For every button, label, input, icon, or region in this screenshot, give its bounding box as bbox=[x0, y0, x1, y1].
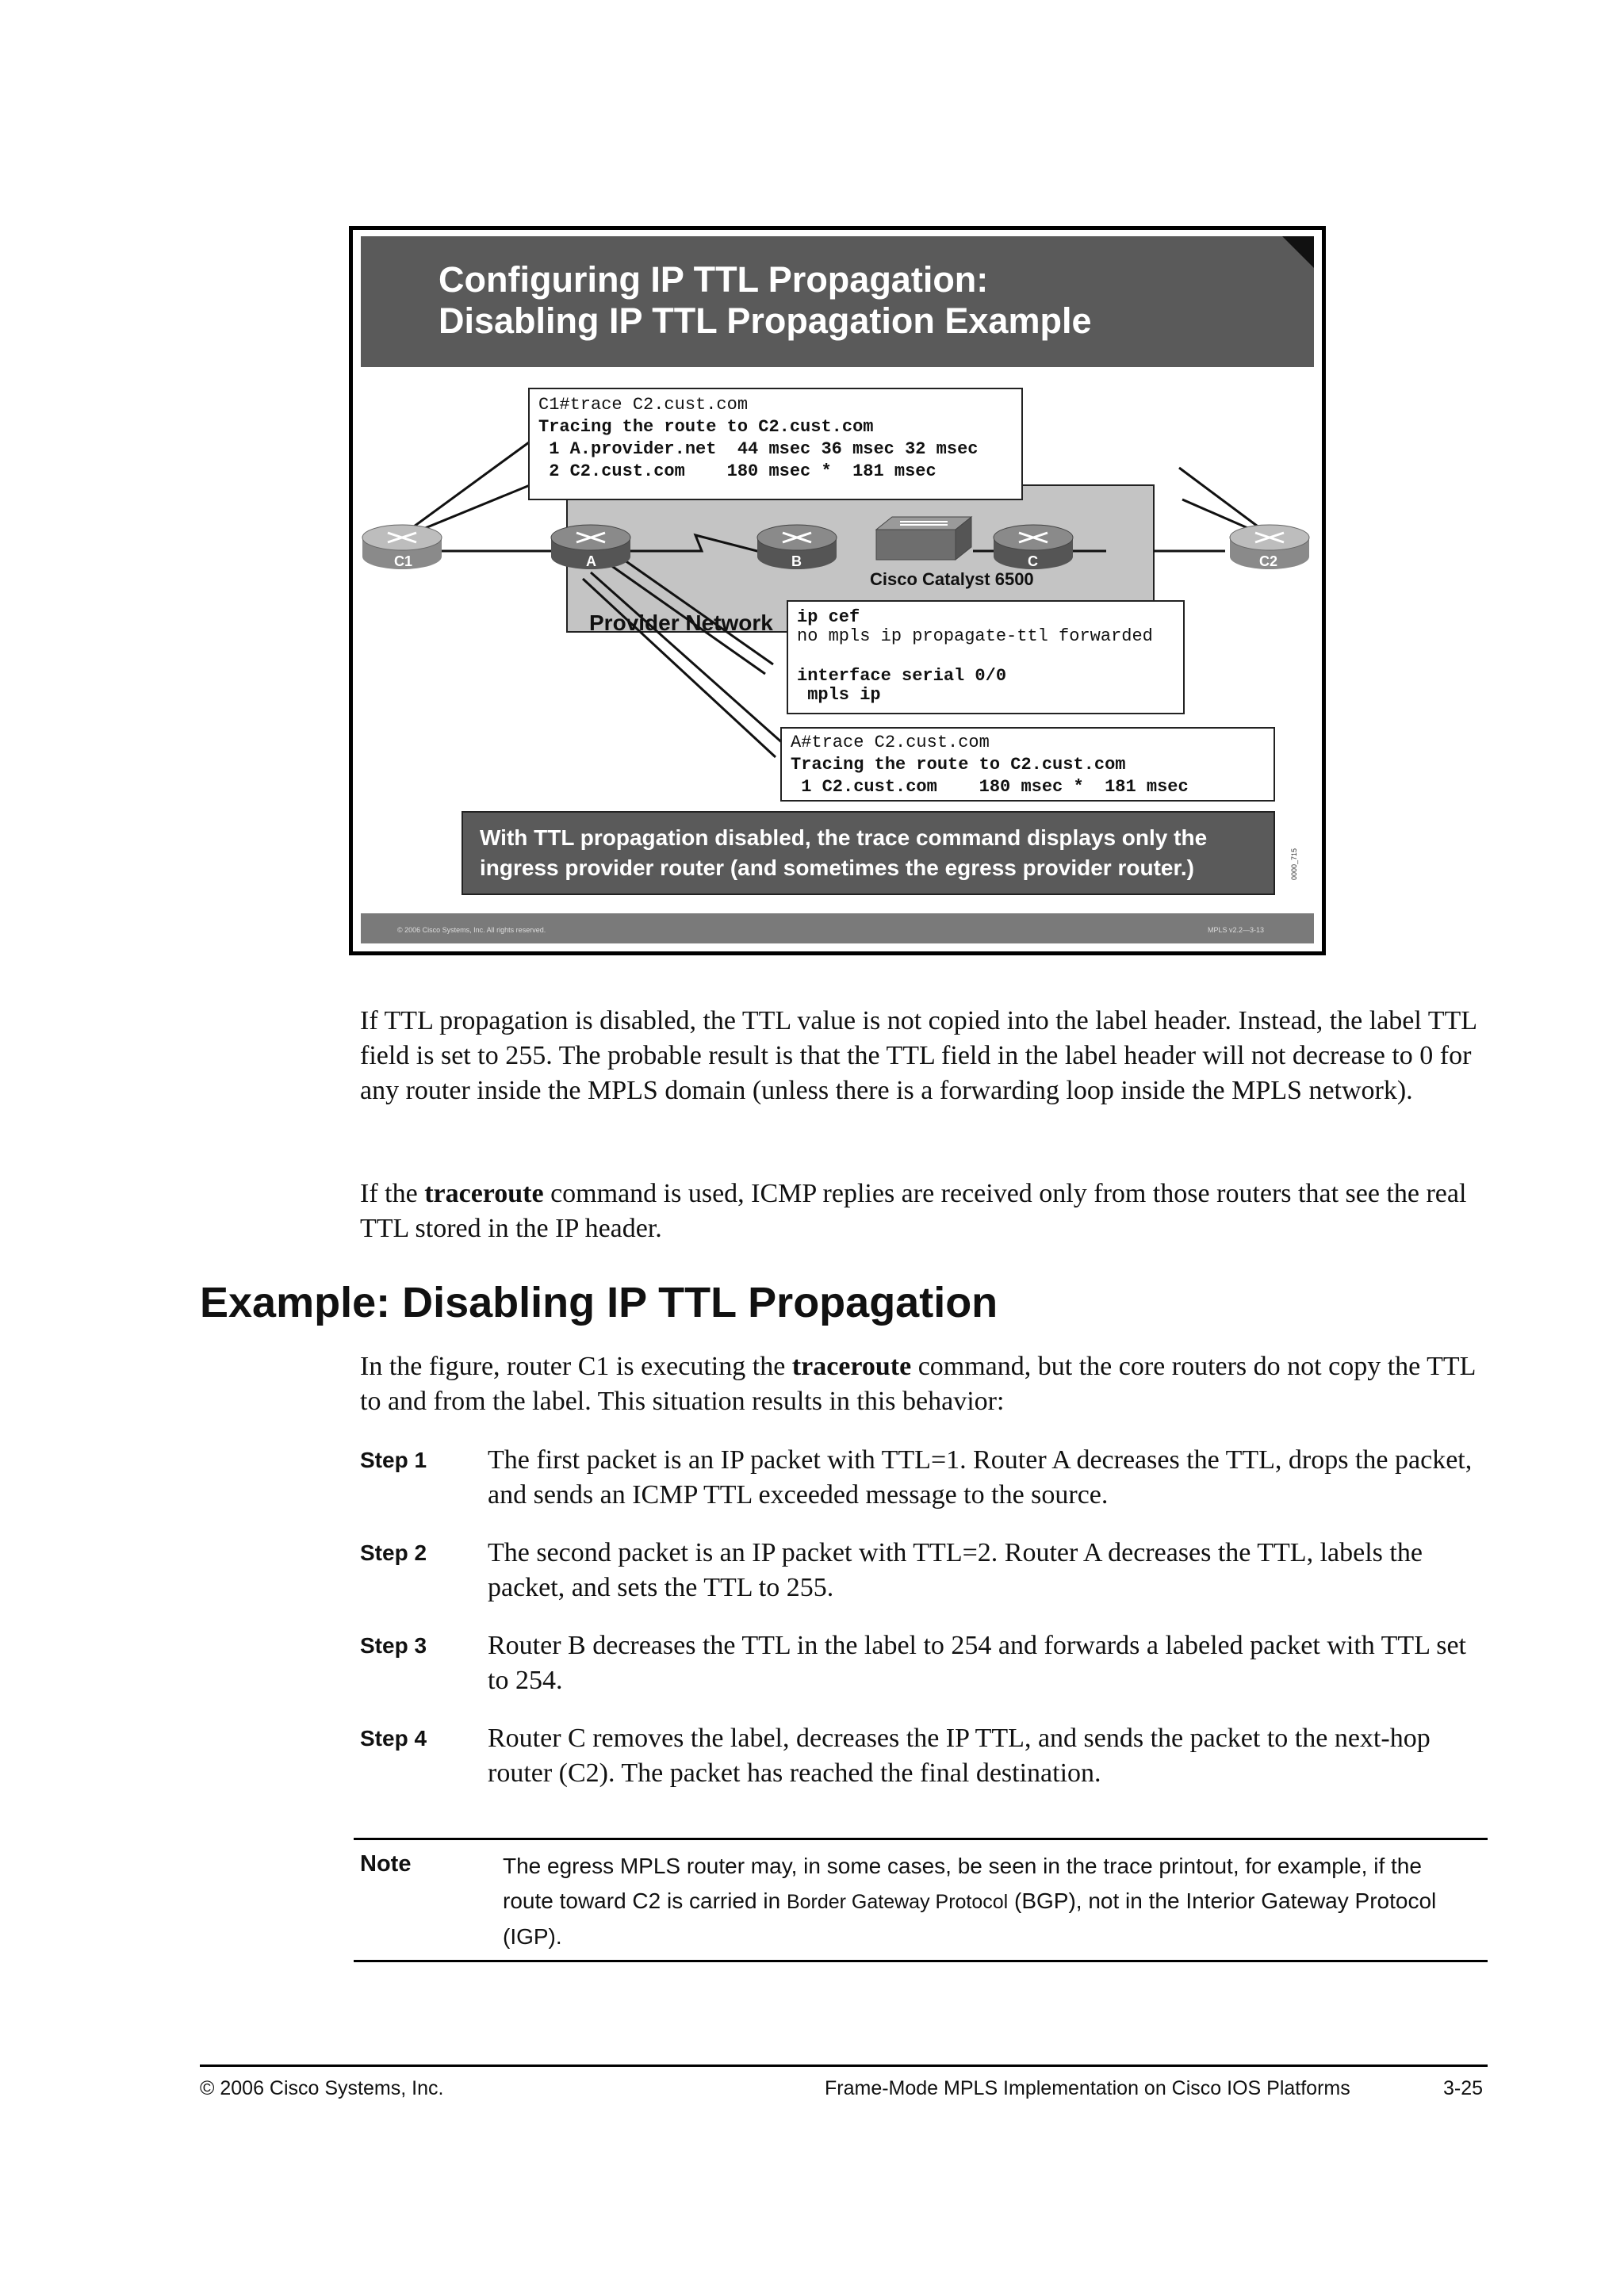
router-c1 bbox=[362, 525, 442, 569]
router-a bbox=[551, 525, 630, 569]
c1-trace-line4: 2 C2.cust.com 180 msec * 181 msec bbox=[538, 461, 936, 481]
router-a-label: A bbox=[586, 553, 596, 569]
config-line3: interface serial 0/0 bbox=[797, 666, 1007, 686]
catalyst-switch bbox=[876, 517, 971, 560]
footer-book-title: Frame-Mode MPLS Implementation on Cisco IOS Platforms bbox=[825, 2077, 1350, 2099]
step-3-label: Step 3 bbox=[360, 1633, 427, 1658]
paragraph-figure-intro bbox=[360, 1349, 1486, 1419]
router-c2 bbox=[1230, 525, 1309, 569]
config-line1: ip cef bbox=[797, 607, 860, 627]
banner-line1: With TTL propagation disabled, the trace command displays only the bbox=[480, 825, 1208, 850]
footer-rule bbox=[200, 2064, 1488, 2067]
step-1-label: Step 1 bbox=[360, 1448, 427, 1472]
step-4-text: Router C removes the label, decreases the IP TTL, and sends the packet to the next-hop router (C2). The packet has reached the final destination. bbox=[488, 1724, 1431, 1788]
slide-footer-right: MPLS v2.2—3-13 bbox=[1208, 926, 1265, 934]
paragraph-traceroute-pre: If the bbox=[360, 1179, 425, 1208]
slide-footer-left: © 2006 Cisco Systems, Inc. All rights reserved. bbox=[397, 926, 546, 934]
a-trace-line1: A#trace C2.cust.com bbox=[791, 733, 990, 752]
paragraph-intro-pre: In the figure, router C1 is executing the bbox=[360, 1352, 792, 1381]
catalyst-label: Cisco Catalyst 6500 bbox=[870, 569, 1034, 589]
footer-page-number: 3-25 bbox=[1443, 2077, 1484, 2099]
router-c-label: C bbox=[1028, 553, 1038, 569]
paragraph-traceroute bbox=[360, 1177, 1486, 1246]
router-b bbox=[757, 525, 837, 569]
router-c2-label: C2 bbox=[1259, 553, 1278, 569]
paragraph-ttl-disabled: If TTL propagation is disabled, the TTL value is not copied into the label header. Instead, the label TTL field is set to 255. The probable result is that the TTL field in the label header will not decrease to 0 for any router inside the MPLS domain (unless there is a forwarding loop inside the MPLS network). bbox=[360, 1006, 1477, 1105]
note-text bbox=[503, 1849, 1474, 1954]
router-b-label: B bbox=[791, 553, 802, 569]
paragraph-intro-post: command, but the core routers do not copy the TTL to and from the label. This situation results in this behavior: bbox=[360, 1352, 1476, 1416]
side-code: 0000_715 bbox=[1290, 848, 1298, 880]
traceroute-keyword-2: traceroute bbox=[791, 1352, 912, 1381]
a-trace-line2: Tracing the route to C2.cust.com bbox=[791, 755, 1126, 775]
note-text-pre: The egress MPLS router may, in some cases, be seen in the trace printout, for example, if the route toward C2 is carried in bbox=[503, 1854, 1422, 1913]
slide-title-line1: Configuring IP TTL Propagation: bbox=[439, 259, 989, 300]
footer-copyright: © 2006 Cisco Systems, Inc. bbox=[200, 2077, 444, 2099]
note-text-bgp: Border Gateway Protocol bbox=[786, 1891, 1009, 1913]
router-c1-label: C1 bbox=[394, 553, 413, 569]
slide-figure bbox=[349, 226, 1326, 955]
note-top-rule bbox=[354, 1838, 1488, 1840]
section-heading: Example: Disabling IP TTL Propagation bbox=[200, 1279, 998, 1326]
summary-banner bbox=[462, 812, 1274, 894]
note-label: Note bbox=[360, 1851, 412, 1877]
slide-diagram bbox=[353, 230, 1322, 951]
config-line2: no mpls ip propagate-ttl forwarded bbox=[797, 626, 1153, 646]
step-3-text: Router B decreases the TTL in the label to 254 and forwards a labeled packet with TTL set to 254. bbox=[488, 1631, 1466, 1695]
banner-line2: ingress provider router (and sometimes the egress provider router.) bbox=[480, 855, 1194, 880]
traceroute-keyword: traceroute bbox=[424, 1179, 544, 1208]
step-2-label: Step 2 bbox=[360, 1540, 427, 1565]
router-c bbox=[994, 525, 1073, 569]
c1-trace-line2: Tracing the route to C2.cust.com bbox=[538, 417, 874, 437]
c1-trace-line3: 1 A.provider.net 44 msec 36 msec 32 msec bbox=[538, 439, 979, 459]
slide-title-line2: Disabling IP TTL Propagation Example bbox=[439, 300, 1092, 341]
config-line4: mpls ip bbox=[797, 685, 881, 705]
step-1-text: The first packet is an IP packet with TTL=1. Router A decreases the TTL, drops the packet, and sends an ICMP TTL exceeded message to the source. bbox=[488, 1445, 1473, 1510]
a-trace-line3: 1 C2.cust.com 180 msec * 181 msec bbox=[791, 777, 1189, 797]
note-text-post: (BGP), not in the Interior Gateway Protocol (IGP). bbox=[503, 1888, 1437, 1949]
note-bottom-rule bbox=[354, 1960, 1488, 1962]
paragraph-traceroute-post: command is used, ICMP replies are received only from those routers that see the real TTL stored in the IP header. bbox=[360, 1179, 1467, 1243]
provider-network-label: Provider Network bbox=[589, 610, 773, 635]
c1-trace-line1: C1#trace C2.cust.com bbox=[538, 395, 749, 415]
step-2-text: The second packet is an IP packet with TTL=2. Router A decreases the TTL, labels the packet, and sets the TTL to 255. bbox=[488, 1538, 1423, 1602]
step-4-label: Step 4 bbox=[360, 1726, 427, 1751]
